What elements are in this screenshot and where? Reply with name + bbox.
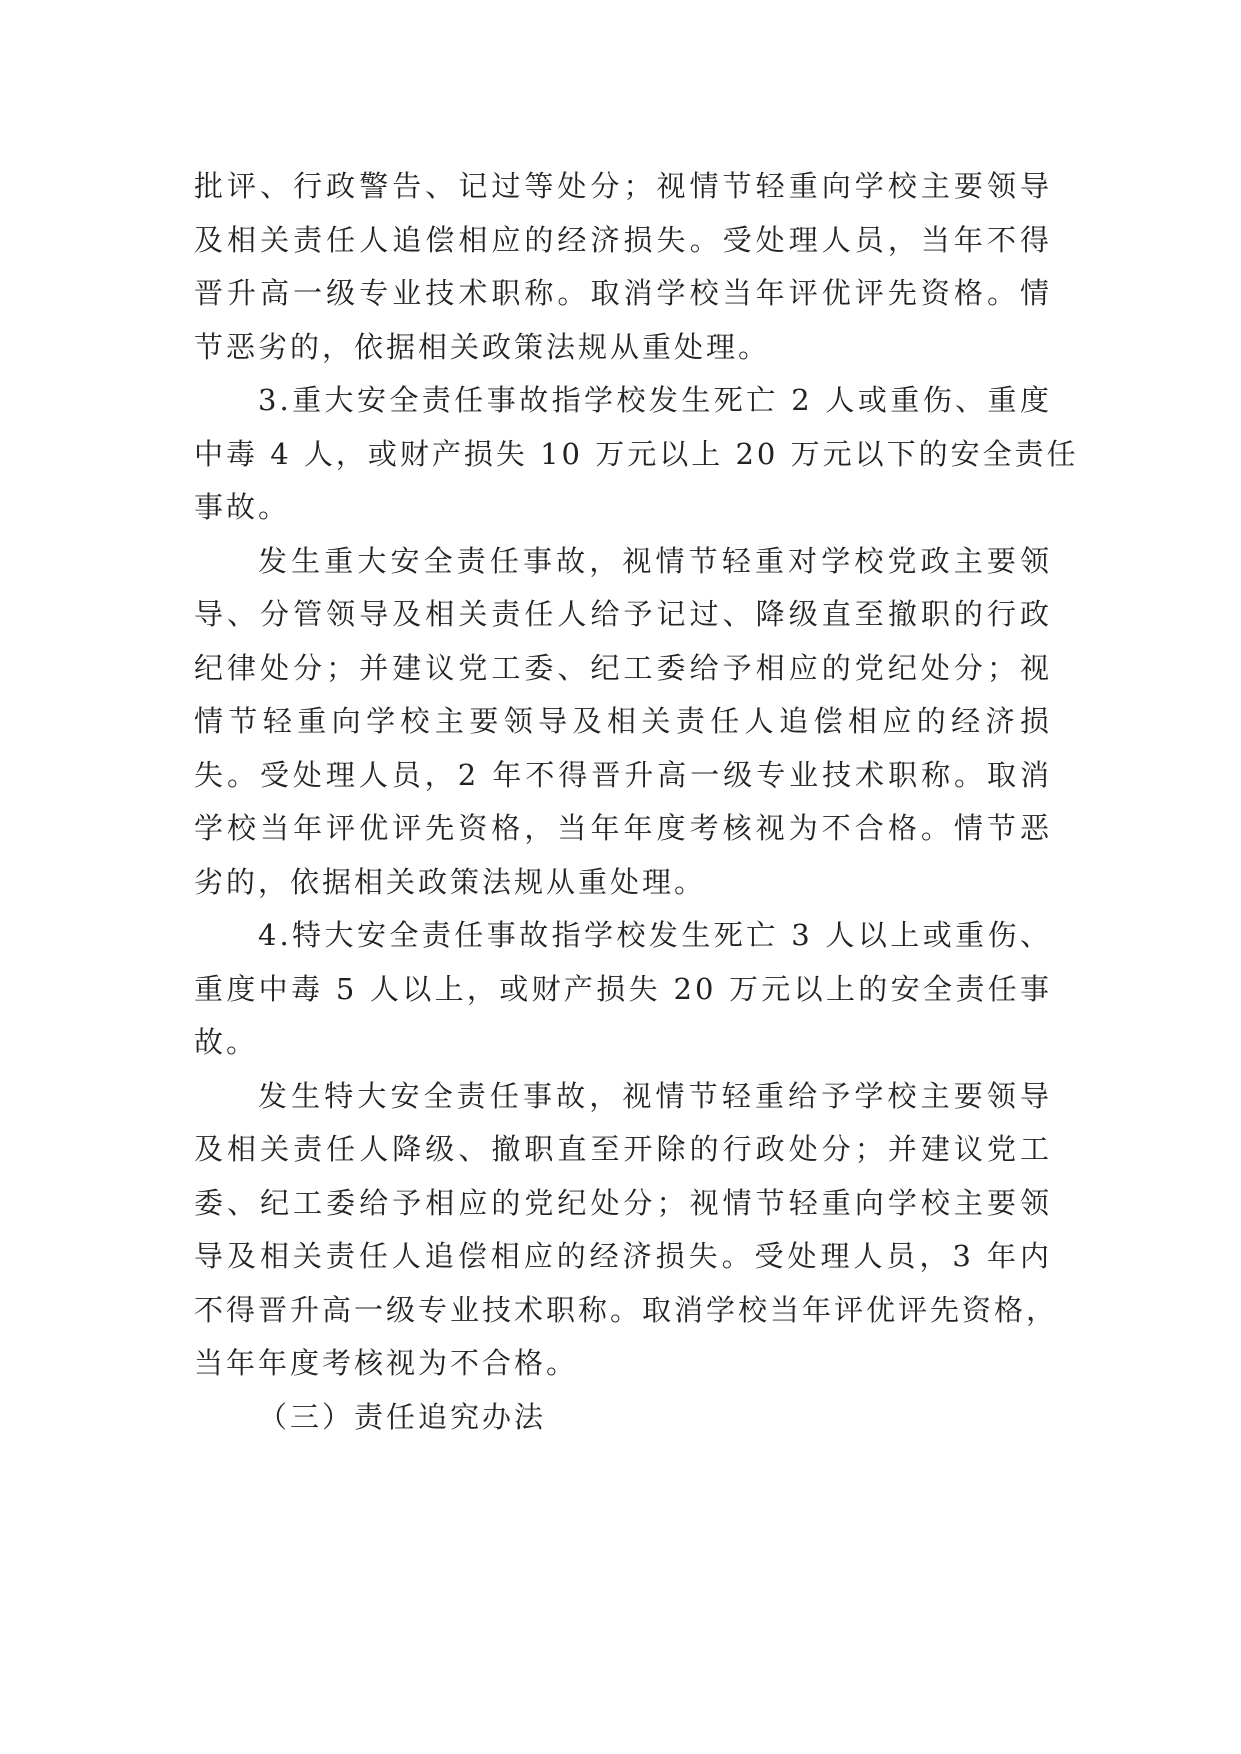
text-line: 情节轻重向学校主要领导及相关责任人追偿相应的经济损 xyxy=(194,704,1052,738)
text-line: 事故。 xyxy=(194,490,291,524)
text-line: 失。受处理人员，2 年不得晋升高一级专业技术职称。取消 xyxy=(194,757,1052,792)
text-line: 发生重大安全责任事故，视情节轻重对学校党政主要领 xyxy=(258,543,1052,578)
text-line: 不得晋升高一级专业技术职称。取消学校当年评优评先资格， xyxy=(194,1292,1059,1327)
text-line: 劣的，依据相关政策法规从重处理。 xyxy=(194,864,707,899)
text-line: 导及相关责任人追偿相应的经济损失。受处理人员，3 年内 xyxy=(194,1239,1052,1273)
text-line: 导、分管领导及相关责任人给予记过、降级直至撤职的行政 xyxy=(194,597,1052,631)
text-line: 中毒 4 人，或财产损失 10 万元以上 20 万元以下的安全责任 xyxy=(194,436,1079,471)
text-line: 当年年度考核视为不合格。 xyxy=(194,1346,579,1380)
text-line: 故。 xyxy=(194,1025,259,1059)
text-line: 晋升高一级专业技术职称。取消学校当年评优评先资格。情 xyxy=(194,276,1052,310)
text-line: 批评、行政警告、记过等处分；视情节轻重向学校主要领导 xyxy=(194,169,1052,203)
text-line: 及相关责任人追偿相应的经济损失。受处理人员，当年不得 xyxy=(194,222,1052,257)
document-body xyxy=(194,160,1079,1444)
text-line: （三）责任追究办法 xyxy=(258,1399,547,1434)
text-line: 学校当年评优评先资格，当年年度考核视为不合格。情节恶 xyxy=(194,811,1052,845)
text-line: 重度中毒 5 人以上，或财产损失 20 万元以上的安全责任事 xyxy=(194,971,1052,1006)
text-line: 及相关责任人降级、撤职直至开除的行政处分；并建议党工 xyxy=(194,1132,1052,1166)
text-line: 发生特大安全责任事故，视情节轻重给予学校主要领导 xyxy=(258,1078,1052,1113)
text-line: 3.重大安全责任事故指学校发生死亡 2 人或重伤、重度 xyxy=(258,383,1052,417)
text-line: 4.特大安全责任事故指学校发生死亡 3 人以上或重伤、 xyxy=(258,918,1052,952)
text-line: 节恶劣的，依据相关政策法规从重处理。 xyxy=(194,329,771,364)
text-line: 纪律处分；并建议党工委、纪工委给予相应的党纪处分；视 xyxy=(194,650,1052,685)
text-line: 委、纪工委给予相应的党纪处分；视情节轻重向学校主要领 xyxy=(194,1185,1052,1220)
